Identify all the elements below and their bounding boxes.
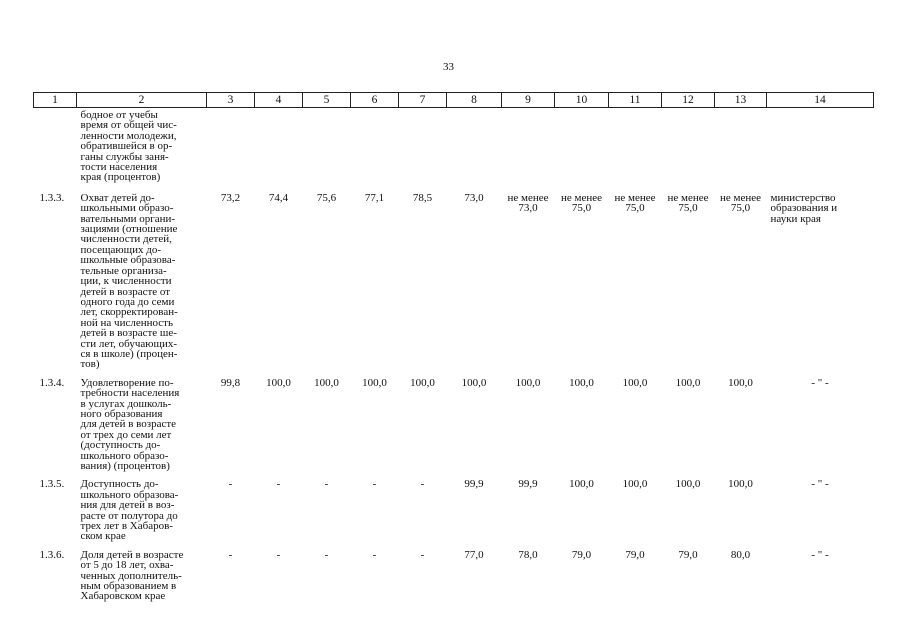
- cell-value: 100,0: [515, 376, 541, 389]
- header-col-14: 14: [767, 93, 874, 108]
- cell-value: -: [372, 478, 377, 491]
- cell-value: 100,0: [410, 376, 435, 389]
- cell-value: 100,0: [675, 376, 701, 389]
- cell-value: 80,0: [730, 548, 751, 561]
- cell-value: 78,0: [518, 548, 538, 561]
- cell-value: 75,6: [316, 191, 337, 204]
- header-col-6: 6: [351, 93, 399, 108]
- table-row: [34, 542, 874, 602]
- row-description: Охват детей до- школьными образо- вательными органи- зациями (отношение численности детей, посещающих до- школьные образова- тельные организа- ции, к численности детей в возрасте от одного года до семи лет, скорректирован- ной на численность детей в возрасте ше- сти лет, обучающих- ся в школе) (процен- тов): [80, 191, 178, 371]
- cell-value: -: [276, 548, 281, 561]
- cell-value: -: [228, 548, 233, 561]
- header-col-7: 7: [399, 93, 447, 108]
- header-col-10: 10: [555, 93, 609, 108]
- cell-value: не менее 75,0: [719, 191, 761, 215]
- cell-value: 79,0: [678, 548, 698, 561]
- cell-value: 99,9: [464, 478, 484, 491]
- row-description: Доля детей в возрасте от 5 до 18 лет, охва- ченных дополнитель- ным образованием в Хабаровском крае: [80, 548, 184, 603]
- responsible-body-ditto: - " -: [811, 376, 829, 389]
- cell-value: 79,0: [625, 548, 645, 561]
- cell-value: 100,0: [728, 478, 753, 491]
- cell-value: 73,0: [464, 191, 484, 204]
- header-col-2: 2: [77, 93, 207, 108]
- cell-value: 78,5: [412, 191, 433, 204]
- row-description: Удовлетворение по- требности населения в услугах дошколь- ного образования для детей в возрасте от трех до семи лет (доступность до- школьного образо- вания) (процентов): [80, 376, 180, 472]
- cell-value: 100,0: [266, 376, 291, 389]
- continuation-description: бодное от учебы время от общей чис- ленности молодежи, обратившейся в ор- ганы службы заня- тости населения края (процентов): [80, 109, 177, 184]
- header-col-11: 11: [609, 93, 662, 108]
- header-col-1: 1: [34, 93, 77, 108]
- responsible-body-ditto: - " -: [811, 478, 829, 491]
- header-row: [34, 93, 874, 108]
- cell-value: 100,0: [461, 376, 487, 389]
- cell-value: -: [228, 478, 233, 491]
- cell-value: -: [324, 478, 329, 491]
- header-col-12: 12: [662, 93, 715, 108]
- cell-value: 99,8: [220, 376, 241, 389]
- table-row: [34, 471, 874, 541]
- row-index: 1.3.3.: [39, 191, 65, 204]
- cell-value: -: [372, 548, 377, 561]
- responsible-body: министерство образования и науки края: [770, 191, 838, 225]
- row-index: 1.3.4.: [39, 376, 65, 389]
- cell-value: 79,0: [571, 548, 592, 561]
- cell-value: 100,0: [728, 376, 753, 389]
- header-col-13: 13: [715, 93, 767, 108]
- cell-value: -: [276, 478, 281, 491]
- header-col-4: 4: [255, 93, 303, 108]
- table-row: [34, 370, 874, 472]
- cell-value: 77,0: [464, 548, 484, 561]
- cell-value: 100,0: [622, 478, 648, 491]
- cell-value: 99,9: [518, 478, 538, 491]
- header-col-9: 9: [502, 93, 555, 108]
- cell-value: не менее 75,0: [560, 191, 602, 215]
- header-col-5: 5: [303, 93, 351, 108]
- row-description: Доступность до- школьного образова- ния для детей в воз- расте от полутора до трех лет в Хабаров- ском крае: [80, 478, 179, 543]
- cell-value: 100,0: [569, 376, 594, 389]
- cell-value: 100,0: [314, 376, 339, 389]
- cell-value: 100,0: [622, 376, 648, 389]
- row-index: 1.3.5.: [39, 478, 65, 491]
- cell-value: 100,0: [362, 376, 387, 389]
- cell-value: 100,0: [569, 478, 594, 491]
- cell-value: не менее 73,0: [507, 191, 549, 215]
- cell-value: 100,0: [675, 478, 701, 491]
- cell-value: не менее 75,0: [614, 191, 656, 215]
- continuation-row: [34, 108, 874, 183]
- header-col-3: 3: [207, 93, 255, 108]
- responsible-body-ditto: - " -: [811, 548, 829, 561]
- cell-value: 77,1: [364, 191, 385, 204]
- cell-value: 74,4: [268, 191, 289, 204]
- table-row: [34, 183, 874, 370]
- row-index: 1.3.6.: [39, 548, 65, 561]
- cell-value: -: [324, 548, 329, 561]
- header-col-8: 8: [447, 93, 502, 108]
- cell-value: -: [420, 548, 425, 561]
- indicators-table: [33, 92, 874, 602]
- page-number: 33: [443, 61, 454, 73]
- cell-value: 73,2: [220, 191, 241, 204]
- cell-value: не менее 75,0: [667, 191, 709, 215]
- cell-value: -: [420, 478, 425, 491]
